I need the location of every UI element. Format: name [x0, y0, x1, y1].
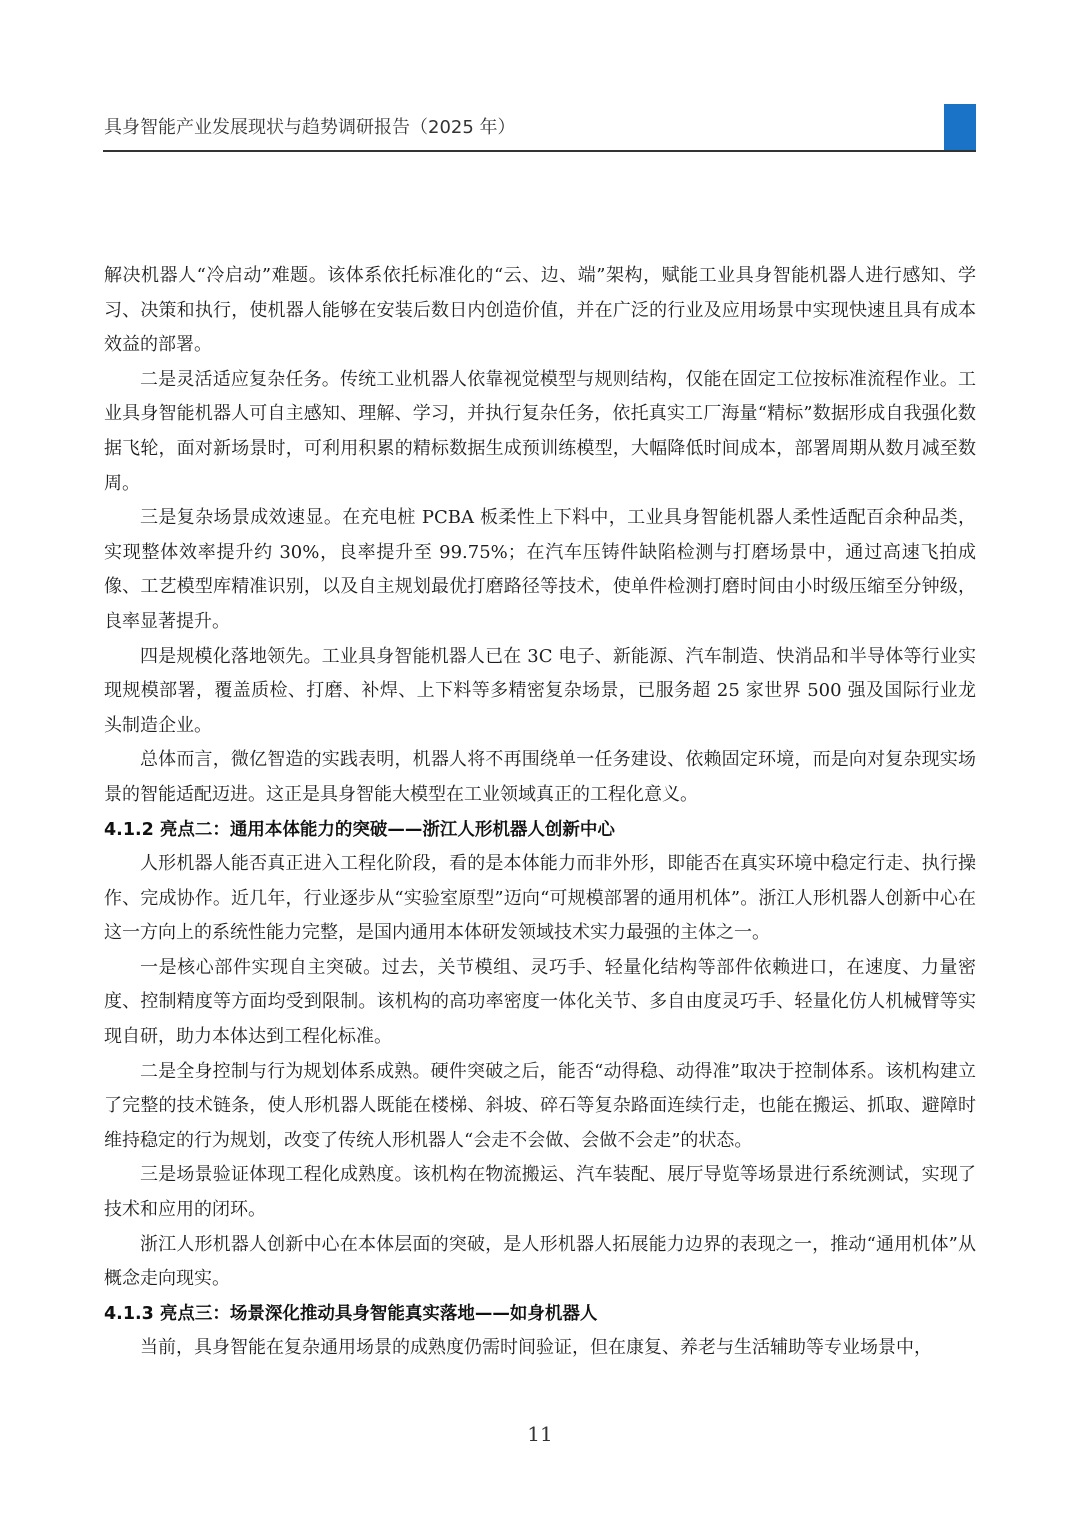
paragraph-continuation: 解决机器人“冷启动”难题。该体系依托标准化的“云、边、端”架构，赋能工业具身智能机器人进行感知、学习、决策和执行，使机器人能够在安装后数日内创造价值，并在广泛的行业及应用场景中实现快速且具有成本效益的部署。	[104, 265, 976, 356]
page-body	[104, 259, 976, 1366]
paragraph-flexible-tasks: 二是灵活适应复杂任务。传统工业机器人依靠视觉模型与规则结构，仅能在固定工位按标准流程作业。工业具身智能机器人可自主感知、理解、学习，并执行复杂任务，依托真实工厂海量“精标”数据形成自我强化数据飞轮，面对新场景时，可利用积累的精标数据生成预训练模型，大幅降低时间成本，部署周期从数月减至数周。	[104, 368, 976, 494]
paragraph-scale-deployment: 四是规模化落地领先。工业具身智能机器人已在 3C 电子、新能源、汽车制造、快消品和半导体等行业实现规模部署，覆盖质检、打磨、补焊、上下料等多精密复杂场景，已服务超 25 家世界 500 强及国际行业龙头制造企业。	[104, 645, 976, 736]
paragraph-scenario-validation: 三是场景验证体现工程化成熟度。该机构在物流搬运、汽车装配、展厅导览等场景进行系统测试，实现了技术和应用的闭环。	[104, 1164, 976, 1221]
page-number: 11	[527, 1422, 553, 1446]
paragraph-scenario-intro: 当前，具身智能在复杂通用场景的成熟度仍需时间验证，但在康复、养老与生活辅助等专业场景中，	[140, 1337, 932, 1359]
section-heading-4-1-3: 4.1.3 亮点三：场景深化推动具身智能真实落地——如身机器人	[104, 1303, 598, 1324]
running-header-title: 具身智能产业发展现状与趋势调研报告（2025 年）	[104, 117, 516, 138]
paragraph-humanoid-conclusion: 浙江人形机器人创新中心在本体层面的突破，是人形机器人拓展能力边界的表现之一，推动“通用机体”从概念走向现实。	[104, 1233, 976, 1290]
header-divider	[103, 150, 976, 152]
paragraph-whole-body-control: 二是全身控制与行为规划体系成熟。硬件突破之后，能否“动得稳、动得准”取决于控制体系。该机构建立了完整的技术链条，使人形机器人既能在楼梯、斜坡、碎石等复杂路面连续行走，也能在搬运、抓取、避障时维持稳定的行为规划，改变了传统人形机器人“会走不会做、会做不会走”的状态。	[104, 1060, 976, 1151]
paragraph-core-components: 一是核心部件实现自主突破。过去，关节模组、灵巧手、轻量化结构等部件依赖进口，在速度、力量密度、控制精度等方面均受到限制。该机构的高功率密度一体化关节、多自由度灵巧手、轻量化仿人机械臂等实现自研，助力本体达到工程化标准。	[104, 956, 976, 1048]
section-heading-4-1-2: 4.1.2 亮点二：通用本体能力的突破——浙江人形机器人创新中心	[104, 819, 615, 840]
header-accent-block	[944, 104, 976, 150]
paragraph-summary: 总体而言，微亿智造的实践表明，机器人将不再围绕单一任务建设、依赖固定环境，而是向对复杂现实场景的智能适配迈进。这正是具身智能大模型在工业领域真正的工程化意义。	[104, 749, 976, 805]
paragraph-humanoid-intro: 人形机器人能否真正进入工程化阶段，看的是本体能力而非外形，即能否在真实环境中稳定行走、执行操作、完成协作。近几年，行业逐步从“实验室原型”迈向“可规模部署的通用机体”。浙江人形机器人创新中心在这一方向上的系统性能力完整，是国内通用本体研发领域技术实力最强的主体之一。	[104, 853, 976, 944]
paragraph-complex-scenarios: 三是复杂场景成效速显。在充电桩 PCBA 板柔性上下料中，工业具身智能机器人柔性适配百余种品类，实现整体效率提升约 30%，良率提升至 99.75%；在汽车压铸件缺陷检测与打磨场景中，通过高速飞拍成像、工艺模型库精准识别，以及自主规划最优打磨路径等技术，使单件检测打磨时间由小时级压缩至分钟级，良率显著提升。	[104, 507, 976, 632]
